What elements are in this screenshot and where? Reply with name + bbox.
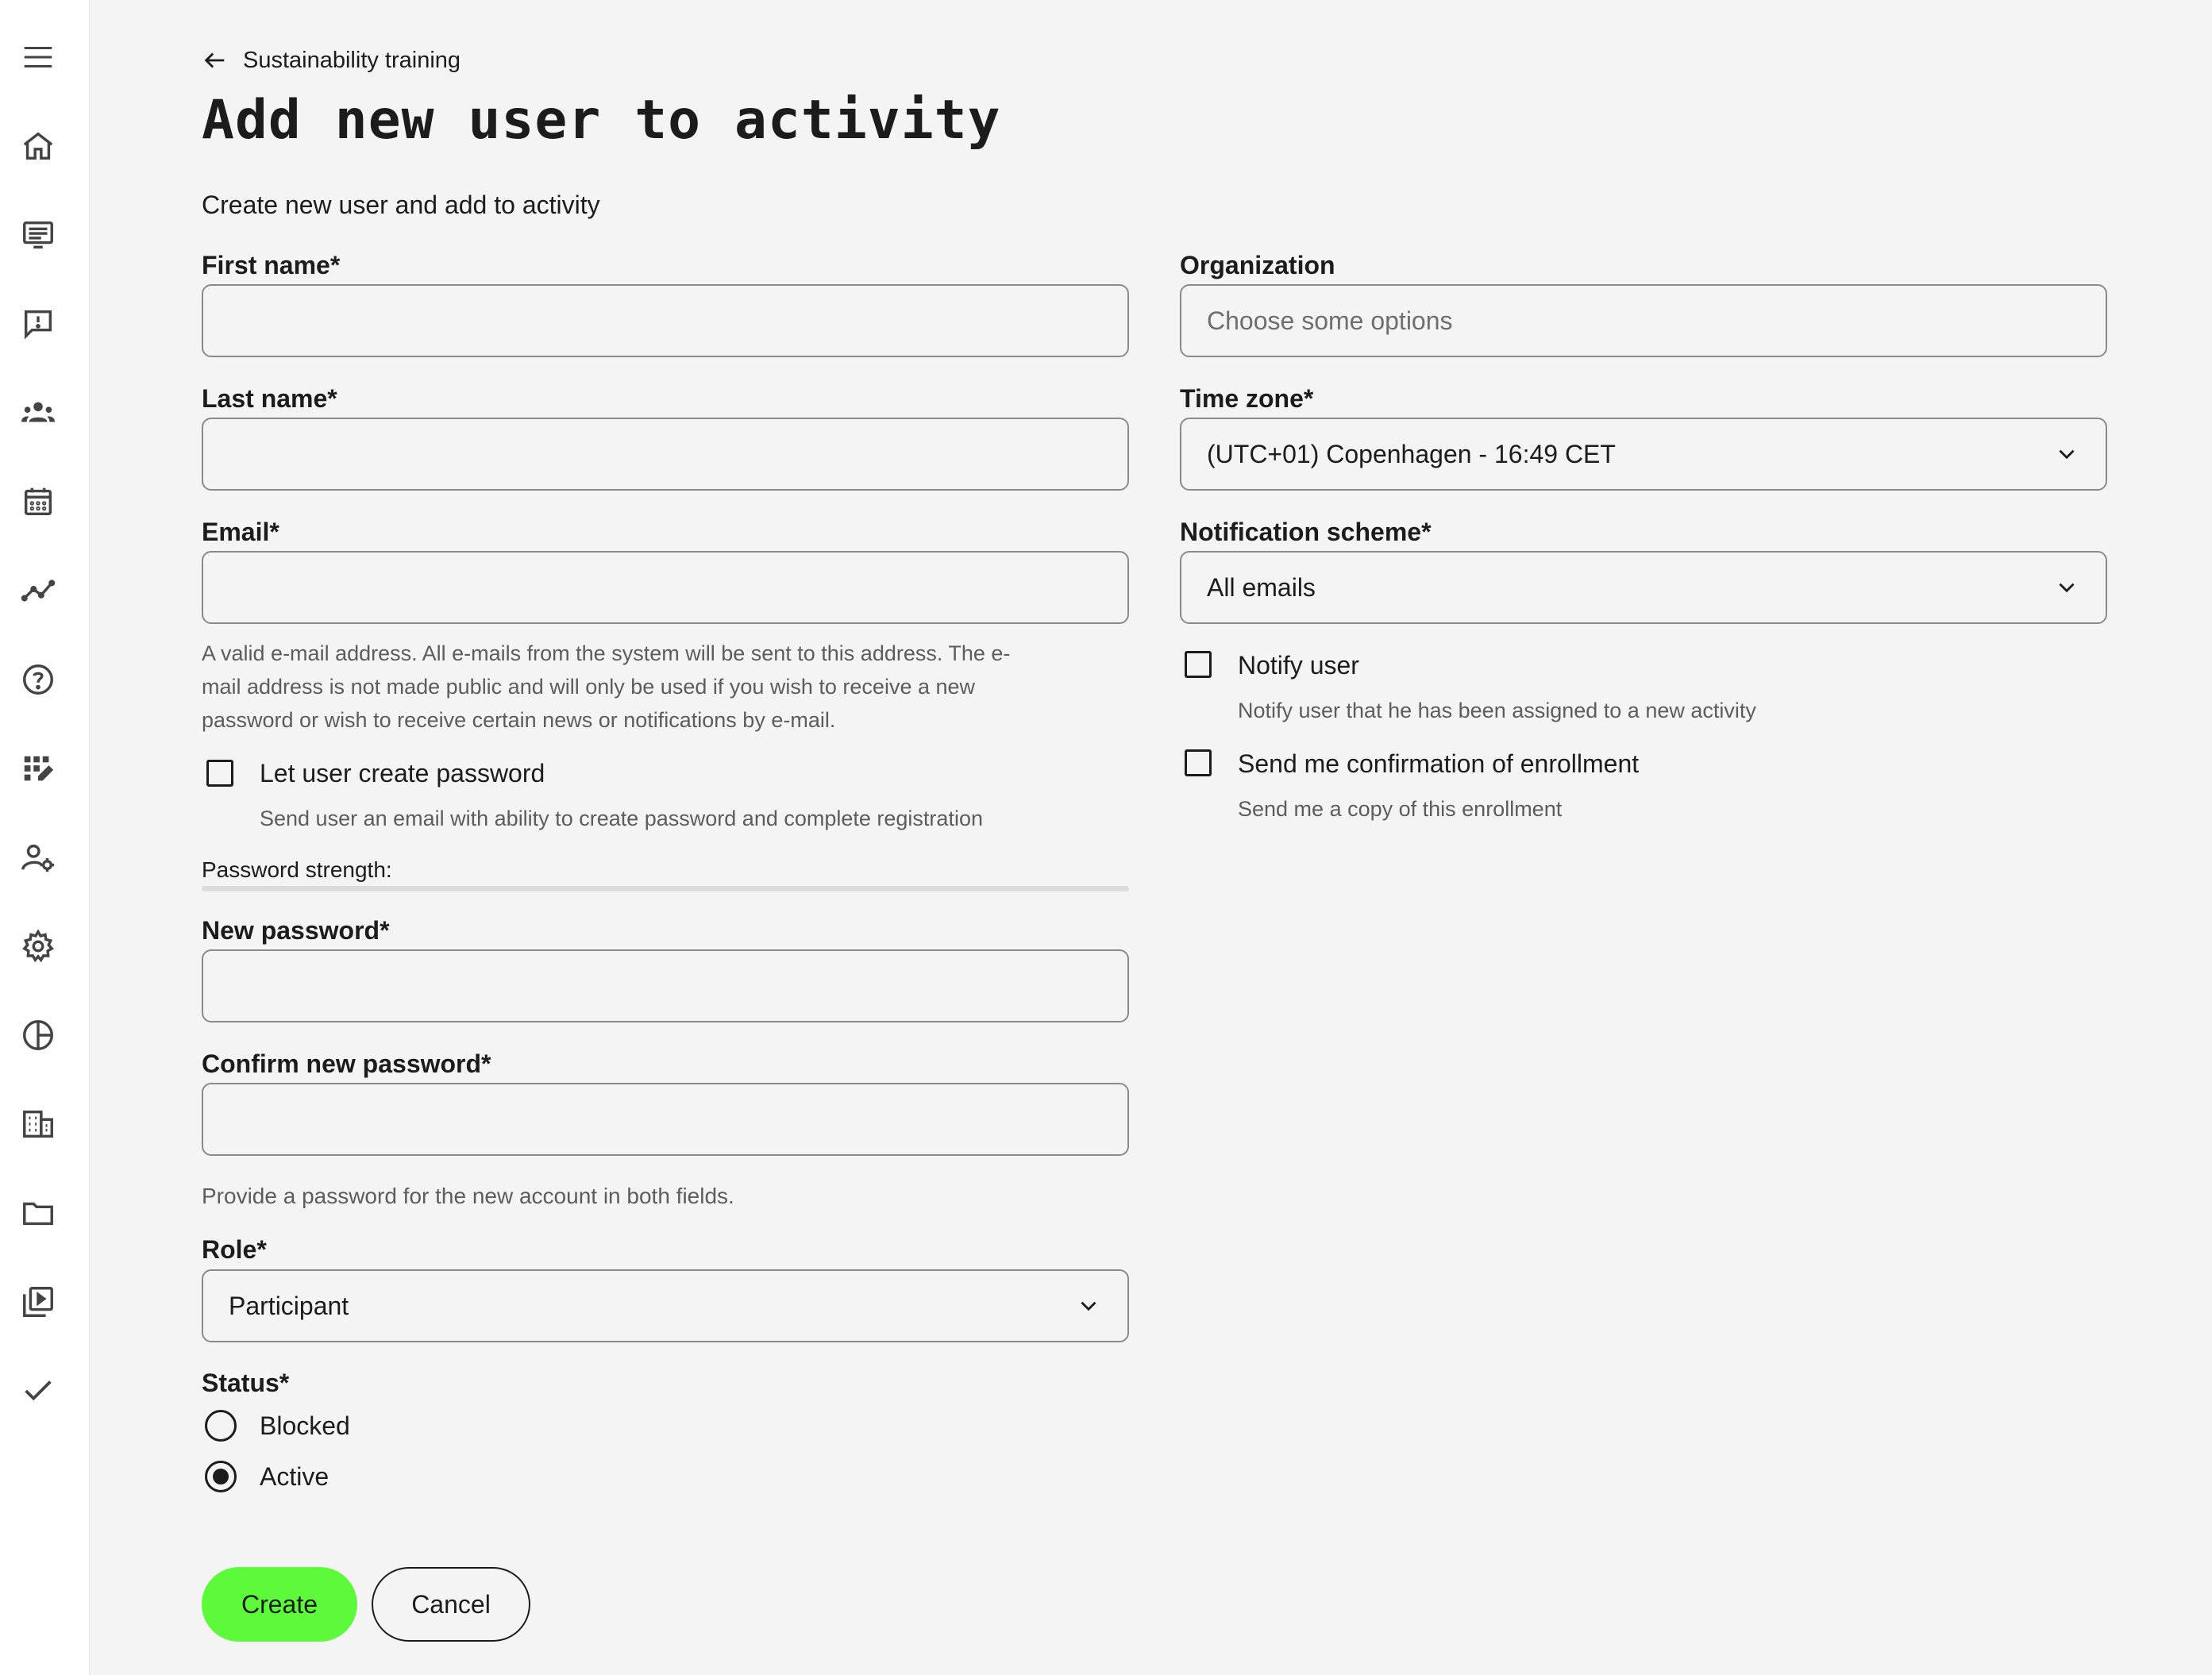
status-label: Status*: [202, 1369, 290, 1397]
breadcrumb[interactable]: [202, 43, 461, 78]
first-name-input[interactable]: [202, 284, 1129, 357]
role-label: Role*: [202, 1235, 267, 1264]
page-subtitle: Create new user and add to activity: [202, 191, 600, 219]
let-user-create-password-checkbox[interactable]: [206, 760, 233, 787]
notify-user-help: Notify user that he has been assigned to a new activity: [1238, 699, 1756, 722]
last-name-label: Last name*: [202, 384, 337, 413]
status-active-radio[interactable]: [205, 1461, 237, 1492]
let-user-create-password-label[interactable]: Let user create password: [260, 759, 545, 787]
new-password-label: New password*: [202, 916, 390, 945]
confirm-password-input[interactable]: [202, 1083, 1129, 1156]
chevron-down-icon: [2053, 574, 2080, 601]
monitor-icon[interactable]: [19, 216, 57, 254]
email-label: Email*: [202, 518, 279, 546]
feedback-icon[interactable]: [19, 305, 57, 343]
arrow-left-icon: [202, 47, 229, 74]
email-input[interactable]: [202, 551, 1129, 624]
new-password-input[interactable]: [202, 949, 1129, 1022]
notification-scheme-label: Notification scheme*: [1180, 518, 1432, 546]
password-strength-meter: [202, 886, 1129, 891]
main-content: [202, 0, 2107, 1675]
last-name-input[interactable]: [202, 418, 1129, 491]
send-confirmation-help: Send me a copy of this enrollment: [1238, 797, 1563, 821]
breadcrumb-label: Sustainability training: [243, 47, 461, 73]
email-help-text: A valid e-mail address. All e-mails from the system will be sent to this address. The e- mail address is not made public and will only be used if you wish to receive a new password or wish to receive certain news or notifications by e-mail.: [202, 641, 1011, 732]
let-user-create-password-help: Send user an email with ability to create password and complete registration: [260, 807, 983, 830]
organization-label: Organization: [1180, 251, 1335, 279]
analytics-icon[interactable]: [19, 572, 57, 610]
pie-chart-icon[interactable]: [19, 1016, 57, 1054]
create-button[interactable]: Create: [202, 1567, 357, 1642]
status-blocked-label[interactable]: Blocked: [260, 1411, 350, 1440]
menu-icon[interactable]: [19, 38, 57, 76]
confirm-password-label: Confirm new password*: [202, 1049, 491, 1078]
organization-select[interactable]: Choose some options: [1180, 284, 2107, 357]
send-confirmation-label[interactable]: Send me confirmation of enrollment: [1238, 749, 1640, 778]
page-title: Add new user to activity: [202, 89, 1001, 152]
sidebar-nav: [0, 0, 90, 1675]
user-settings-icon[interactable]: [19, 838, 57, 876]
help-icon[interactable]: [19, 660, 57, 699]
time-zone-label: Time zone*: [1180, 384, 1314, 413]
check-icon[interactable]: [19, 1372, 57, 1410]
gear-icon[interactable]: [19, 927, 57, 965]
password-help-text: Provide a password for the new account in both fields.: [202, 1184, 734, 1208]
password-strength-label: Password strength:: [202, 857, 392, 882]
first-name-label: First name*: [202, 251, 341, 279]
notify-user-checkbox[interactable]: [1185, 651, 1212, 678]
groups-icon[interactable]: [19, 394, 57, 432]
video-library-icon[interactable]: [19, 1283, 57, 1321]
status-blocked-radio[interactable]: [205, 1410, 237, 1442]
home-icon[interactable]: [19, 127, 57, 165]
folder-icon[interactable]: [19, 1194, 57, 1232]
cancel-button[interactable]: Cancel: [372, 1567, 530, 1642]
chevron-down-icon: [2053, 441, 2080, 468]
send-confirmation-checkbox[interactable]: [1185, 749, 1212, 776]
status-active-label[interactable]: Active: [260, 1462, 329, 1491]
calendar-icon[interactable]: [19, 483, 57, 521]
building-icon[interactable]: [19, 1105, 57, 1143]
chevron-down-icon: [1075, 1292, 1102, 1319]
notify-user-label[interactable]: Notify user: [1238, 651, 1359, 680]
notification-scheme-select[interactable]: All emails: [1180, 551, 2107, 624]
time-zone-select[interactable]: (UTC+01) Copenhagen - 16:49 CET: [1180, 418, 2107, 491]
edit-grid-icon[interactable]: [19, 749, 57, 787]
role-select[interactable]: Participant: [202, 1269, 1129, 1342]
